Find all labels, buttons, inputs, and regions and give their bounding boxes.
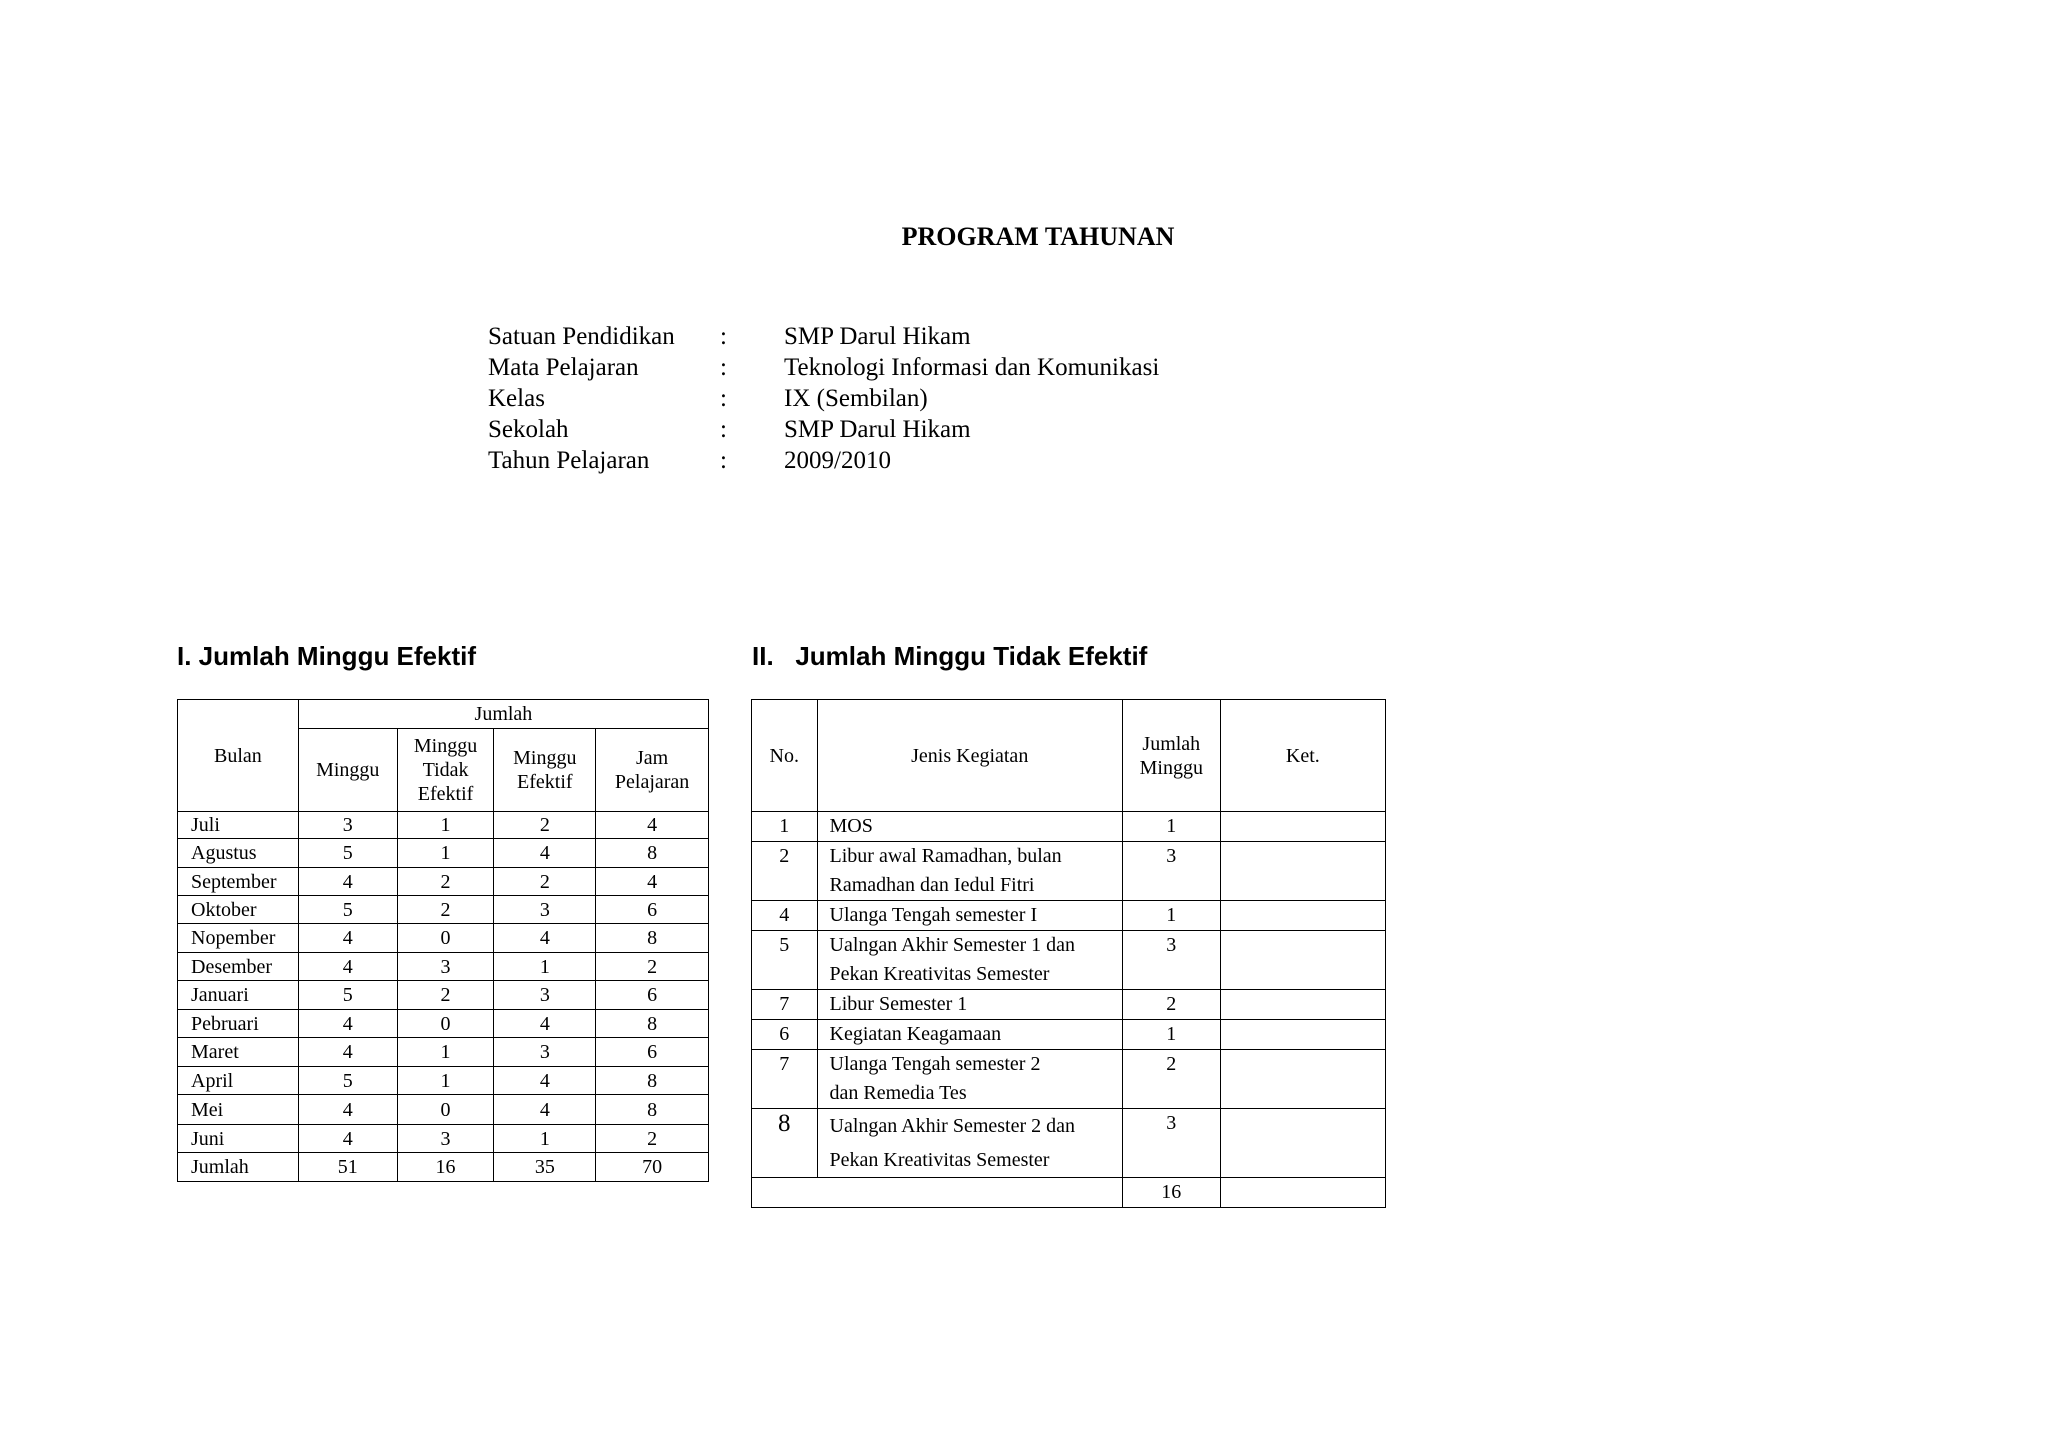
ket-cell xyxy=(1220,812,1385,842)
info-label: Kelas xyxy=(488,385,545,412)
header-jam-pelajaran xyxy=(596,729,709,812)
total-weeks-cell: 16 xyxy=(1122,1178,1220,1208)
table-row xyxy=(178,924,709,953)
table-row xyxy=(178,1095,709,1125)
table-row xyxy=(752,1020,1386,1050)
month-cell: Juni xyxy=(178,1125,299,1153)
table-row xyxy=(178,812,709,839)
table-row xyxy=(752,931,1386,990)
info-label: Mata Pelajaran xyxy=(488,354,639,381)
total-ket-cell xyxy=(1220,1178,1385,1208)
info-value: SMP Darul Hikam xyxy=(784,323,971,350)
value-cell: 8 xyxy=(596,1010,709,1038)
header-line: Efektif xyxy=(417,783,474,805)
value-cell: 8 xyxy=(596,1067,709,1095)
weeks-cell: 1 xyxy=(1122,901,1220,931)
no-cell: 5 xyxy=(752,931,818,990)
month-cell: April xyxy=(178,1067,299,1095)
value-cell: 8 xyxy=(596,1095,709,1125)
table-row xyxy=(178,1010,709,1038)
value-cell: 4 xyxy=(494,1067,596,1095)
value-cell: 5 xyxy=(298,896,397,924)
value-cell: 6 xyxy=(596,1038,709,1067)
table-row xyxy=(752,842,1386,901)
activity-line: dan Remedia Tes xyxy=(829,1082,967,1104)
value-cell: 2 xyxy=(397,981,494,1010)
activity-line: Ualngan Akhir Semester 1 dan xyxy=(829,934,1076,956)
ket-cell xyxy=(1220,1109,1385,1178)
no-cell: 1 xyxy=(752,812,818,842)
header-line: Jam xyxy=(635,747,669,769)
document-info xyxy=(488,321,1159,476)
value-cell: 4 xyxy=(298,868,397,896)
header-line: Pelajaran xyxy=(614,771,690,793)
no-cell: 6 xyxy=(752,1020,818,1050)
month-cell: Januari xyxy=(178,981,299,1010)
info-value: Teknologi Informasi dan Komunikasi xyxy=(784,354,1160,381)
value-cell: 2 xyxy=(397,868,494,896)
info-separator: : xyxy=(720,385,727,412)
header-ket: Ket. xyxy=(1220,700,1385,812)
header-no: No. xyxy=(752,700,818,812)
header-line: Tidak xyxy=(422,759,469,781)
month-cell: Mei xyxy=(178,1095,299,1125)
non-effective-weeks-table xyxy=(751,699,1386,1208)
header-minggu-efektif xyxy=(494,729,596,812)
month-cell: Pebruari xyxy=(178,1010,299,1038)
value-cell: 1 xyxy=(494,953,596,981)
no-cell: 2 xyxy=(752,842,818,901)
info-label: Sekolah xyxy=(488,416,569,443)
value-cell: 4 xyxy=(298,953,397,981)
ket-cell xyxy=(1220,1020,1385,1050)
activity-line: Pekan Kreativitas Semester xyxy=(829,963,1050,985)
header-line: Minggu xyxy=(413,735,478,757)
value-cell: 1 xyxy=(397,839,494,868)
section2-heading: II. Jumlah Minggu Tidak Efektif xyxy=(752,641,1148,671)
ket-cell xyxy=(1220,931,1385,990)
ket-cell xyxy=(1220,1050,1385,1109)
month-cell: Nopember xyxy=(178,924,299,953)
value-cell: 4 xyxy=(494,924,596,953)
value-cell: 4 xyxy=(298,1095,397,1125)
value-cell: 2 xyxy=(596,1125,709,1153)
activity-line: Ulanga Tengah semester 2 xyxy=(829,1053,1041,1075)
value-cell: 2 xyxy=(397,896,494,924)
table-row xyxy=(752,1050,1386,1109)
table-row xyxy=(178,896,709,924)
info-row xyxy=(488,352,1159,383)
activity-cell xyxy=(817,990,1122,1020)
info-row xyxy=(488,321,1159,352)
info-label: Satuan Pendidikan xyxy=(488,323,675,350)
value-cell: 4 xyxy=(494,839,596,868)
activity-cell xyxy=(817,931,1122,990)
activity-cell xyxy=(817,842,1122,901)
non-effective-weeks-body xyxy=(752,812,1386,1208)
info-separator: : xyxy=(720,447,727,474)
month-cell: Jumlah xyxy=(178,1153,299,1182)
value-cell: 1 xyxy=(494,1125,596,1153)
value-cell: 35 xyxy=(494,1153,596,1182)
value-cell: 3 xyxy=(397,1125,494,1153)
month-cell: Agustus xyxy=(178,839,299,868)
value-cell: 16 xyxy=(397,1153,494,1182)
value-cell: 1 xyxy=(397,1067,494,1095)
value-cell: 70 xyxy=(596,1153,709,1182)
no-cell: 4 xyxy=(752,901,818,931)
value-cell: 4 xyxy=(298,1010,397,1038)
value-cell: 0 xyxy=(397,1010,494,1038)
info-value: SMP Darul Hikam xyxy=(784,416,971,443)
table-row xyxy=(178,1125,709,1153)
activity-cell xyxy=(817,812,1122,842)
header-line: Efektif xyxy=(517,771,573,793)
value-cell: 3 xyxy=(298,812,397,839)
info-row xyxy=(488,414,1159,445)
activity-cell xyxy=(817,1050,1122,1109)
weeks-cell: 3 xyxy=(1122,842,1220,901)
value-cell: 2 xyxy=(596,953,709,981)
info-row xyxy=(488,383,1159,414)
activity-cell xyxy=(817,1109,1122,1178)
header-minggu: Minggu xyxy=(298,729,397,812)
info-label: Tahun Pelajaran xyxy=(488,447,650,474)
value-cell: 3 xyxy=(494,981,596,1010)
table-row xyxy=(752,812,1386,842)
no-cell: 8 xyxy=(752,1109,818,1178)
activity-line: Libur Semester 1 xyxy=(829,993,968,1015)
weeks-cell: 3 xyxy=(1122,931,1220,990)
table-row xyxy=(178,1067,709,1095)
value-cell: 5 xyxy=(298,1067,397,1095)
weeks-cell: 1 xyxy=(1122,812,1220,842)
value-cell: 4 xyxy=(298,1125,397,1153)
activity-line: Kegiatan Keagamaan xyxy=(829,1023,1002,1045)
value-cell: 1 xyxy=(397,812,494,839)
table-row xyxy=(178,953,709,981)
table-row xyxy=(752,1109,1386,1178)
value-cell: 3 xyxy=(397,953,494,981)
header-jenis-kegiatan: Jenis Kegiatan xyxy=(817,700,1122,812)
activity-cell xyxy=(817,901,1122,931)
value-cell: 4 xyxy=(298,1038,397,1067)
header-line: Minggu xyxy=(1139,756,1203,779)
value-cell: 0 xyxy=(397,924,494,953)
value-cell: 0 xyxy=(397,1095,494,1125)
table-row xyxy=(178,839,709,868)
total-row xyxy=(752,1178,1386,1208)
table-row xyxy=(178,981,709,1010)
month-cell: Oktober xyxy=(178,896,299,924)
ket-cell xyxy=(1220,842,1385,901)
info-separator: : xyxy=(720,354,727,381)
activity-line: Ulanga Tengah semester I xyxy=(829,904,1038,926)
total-row xyxy=(178,1153,709,1182)
table-row xyxy=(752,901,1386,931)
value-cell: 2 xyxy=(494,812,596,839)
header-jumlah: Jumlah xyxy=(298,700,708,729)
activity-cell xyxy=(817,1020,1122,1050)
info-separator: : xyxy=(720,323,727,350)
value-cell: 3 xyxy=(494,1038,596,1067)
value-cell: 4 xyxy=(494,1095,596,1125)
value-cell: 4 xyxy=(494,1010,596,1038)
table-row xyxy=(752,990,1386,1020)
info-value: 2009/2010 xyxy=(784,447,891,474)
no-cell: 7 xyxy=(752,990,818,1020)
table-row xyxy=(178,868,709,896)
weeks-cell: 1 xyxy=(1122,1020,1220,1050)
value-cell: 51 xyxy=(298,1153,397,1182)
ket-cell xyxy=(1220,901,1385,931)
value-cell: 3 xyxy=(494,896,596,924)
month-cell: Maret xyxy=(178,1038,299,1067)
no-cell: 7 xyxy=(752,1050,818,1109)
value-cell: 4 xyxy=(596,868,709,896)
weeks-cell: 2 xyxy=(1122,1050,1220,1109)
value-cell: 1 xyxy=(397,1038,494,1067)
header-bulan: Bulan xyxy=(178,700,299,812)
month-cell: Desember xyxy=(178,953,299,981)
weeks-cell: 2 xyxy=(1122,990,1220,1020)
effective-weeks-table xyxy=(177,699,709,1182)
total-label-cell xyxy=(752,1178,1123,1208)
activity-line: Ualngan Akhir Semester 2 dan xyxy=(829,1115,1076,1137)
value-cell: 5 xyxy=(298,981,397,1010)
header-minggu-tidak-efektif xyxy=(397,729,494,812)
effective-weeks-body xyxy=(178,812,709,1182)
table-row xyxy=(178,1038,709,1067)
value-cell: 6 xyxy=(596,896,709,924)
month-cell: September xyxy=(178,868,299,896)
page-title: PROGRAM TAHUNAN xyxy=(901,222,1175,251)
info-separator: : xyxy=(720,416,727,443)
info-row xyxy=(488,445,1159,476)
activity-line: MOS xyxy=(829,815,873,837)
value-cell: 2 xyxy=(494,868,596,896)
activity-line: Pekan Kreativitas Semester xyxy=(829,1149,1050,1171)
ket-cell xyxy=(1220,990,1385,1020)
header-line: Minggu xyxy=(513,747,577,769)
value-cell: 8 xyxy=(596,839,709,868)
value-cell: 4 xyxy=(596,812,709,839)
value-cell: 4 xyxy=(298,924,397,953)
header-jumlah-minggu xyxy=(1122,700,1220,812)
info-value: IX (Sembilan) xyxy=(784,385,928,412)
section1-heading: I. Jumlah Minggu Efektif xyxy=(177,641,477,671)
month-cell: Juli xyxy=(178,812,299,839)
weeks-cell: 3 xyxy=(1122,1109,1220,1178)
activity-line: Ramadhan dan Iedul Fitri xyxy=(829,874,1035,896)
header-line: Jumlah xyxy=(1142,732,1201,755)
value-cell: 8 xyxy=(596,924,709,953)
value-cell: 5 xyxy=(298,839,397,868)
value-cell: 6 xyxy=(596,981,709,1010)
activity-line: Libur awal Ramadhan, bulan xyxy=(829,845,1062,867)
